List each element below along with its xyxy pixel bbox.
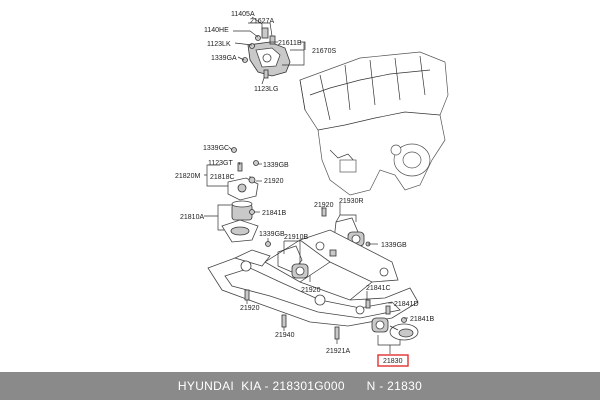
label-21921A: 21921A — [326, 348, 351, 355]
label-21841C: 21841C — [366, 285, 391, 292]
label-21670S: 21670S — [312, 48, 337, 55]
label-1123GT: 1123GT — [208, 160, 233, 167]
label-21841D: 21841D — [394, 301, 419, 308]
upper-mount-bracket — [243, 28, 291, 78]
label-21841B-right: 21841B — [410, 316, 435, 323]
label-1123LK: 1123LK — [207, 41, 231, 48]
label-21841B-left: 21841B — [262, 210, 287, 217]
label-21930R: 21930R — [339, 198, 364, 205]
label-1339GC: 1339GC — [203, 145, 230, 152]
label-21920-center: 21920 — [301, 287, 321, 294]
label-21818C: 21818C — [210, 174, 235, 181]
label-21820M: 21820M — [175, 173, 201, 180]
label-1123LG: 1123LG — [254, 86, 279, 93]
engine-block — [300, 52, 448, 195]
label-1339GB-top: 1339GB — [263, 162, 289, 169]
label-21627A: 21627A — [250, 18, 275, 25]
label-21920-upper-left: 21920 — [264, 178, 284, 185]
label-21611B: 21611B — [278, 40, 302, 47]
label-21920-upper-mid: 21920 — [314, 202, 334, 209]
diagram-part-number: N - 21830 — [366, 379, 423, 393]
label-21910B: 21910B — [284, 234, 309, 241]
label-1339GB-mid: 1339GB — [259, 231, 285, 238]
label-1339GA: 1339GA — [211, 55, 237, 62]
brand-part-code: HYUNDAI KIA - 218301G000 — [177, 379, 345, 393]
label-11405A: 11405A — [231, 11, 255, 18]
label-1140HE: 1140HE — [204, 27, 229, 34]
label-21810A: 21810A — [180, 214, 205, 221]
label-1339GB-right: 1339GB — [381, 242, 407, 249]
part-number-footer — [0, 372, 600, 400]
label-21940: 21940 — [275, 332, 295, 339]
label-21830: 21830 — [383, 358, 403, 365]
label-21920-lower-left: 21920 — [240, 305, 260, 312]
